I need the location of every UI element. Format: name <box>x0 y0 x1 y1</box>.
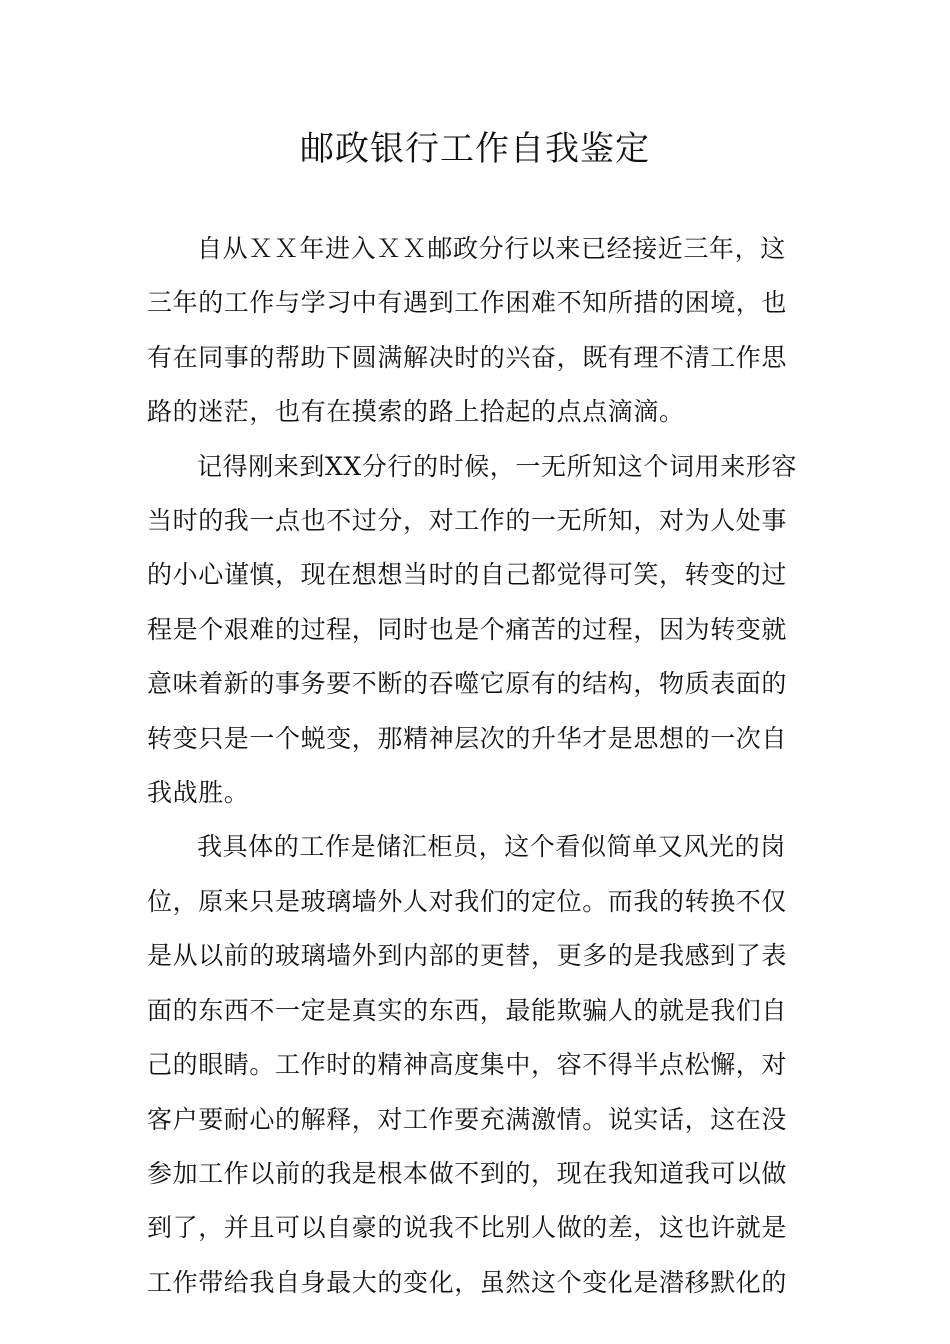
paragraph-line: 记得刚来到XX分行的时候，一无所知这个词用来形容 <box>197 451 797 481</box>
paragraph-line: 己的眼睛。工作时的精神高度集中，容不得半点松懈，对 <box>147 1050 788 1080</box>
paragraph-3 <box>147 820 807 1310</box>
paragraph-line: 程是个艰难的过程，同时也是个痛苦的过程，因为转变就 <box>147 614 788 644</box>
paragraph-line: 工作带给我自身最大的变化，虽然这个变化是潜移默化的 <box>147 1267 788 1297</box>
paragraph-line: 意味着新的事务要不断的吞噬它原有的结构，物质表面的 <box>147 669 788 699</box>
paragraph-line: 转变只是一个蜕变，那精神层次的升华才是思想的一次自 <box>147 723 788 753</box>
paragraph-1 <box>147 222 807 440</box>
paragraph-line: 客户要耐心的解释，对工作要充满激情。说实话，这在没 <box>147 1104 788 1134</box>
paragraph-2 <box>147 440 807 821</box>
paragraph-line: 有在同事的帮助下圆满解决时的兴奋，既有理不清工作思 <box>147 342 788 372</box>
paragraph-line: 到了，并且可以自豪的说我不比别人做的差，这也许就是 <box>147 1213 788 1243</box>
paragraph-line: 位，原来只是玻璃墙外人对我们的定位。而我的转换不仅 <box>147 886 788 916</box>
paragraph-line: 面的东西不一定是真实的东西，最能欺骗人的就是我们自 <box>147 995 788 1025</box>
paragraph-line: 是从以前的玻璃墙外到内部的更替，更多的是我感到了表 <box>147 941 788 971</box>
paragraph-line: 路的迷茫，也有在摸索的路上拾起的点点滴滴。 <box>147 397 685 427</box>
paragraph-line: 参加工作以前的我是根本做不到的，现在我知道我可以做 <box>147 1158 788 1188</box>
paragraph-line: 的小心谨慎，现在想想当时的自己都觉得可笑，转变的过 <box>147 560 788 590</box>
document-body <box>147 222 807 1310</box>
paragraph-line: 自从ＸＸ年进入ＸＸ邮政分行以来已经接近三年，这 <box>197 234 786 263</box>
paragraph-line: 我具体的工作是储汇柜员，这个看似简单又风光的岗 <box>197 832 786 862</box>
paragraph-line: 我战胜。 <box>147 778 250 808</box>
document-title: 邮政银行工作自我鉴定 <box>300 129 650 169</box>
paragraph-line: 当时的我一点也不过分，对工作的一无所知，对为人处事 <box>147 506 788 536</box>
paragraph-line: 三年的工作与学习中有遇到工作困难不知所措的困境，也 <box>147 288 788 318</box>
